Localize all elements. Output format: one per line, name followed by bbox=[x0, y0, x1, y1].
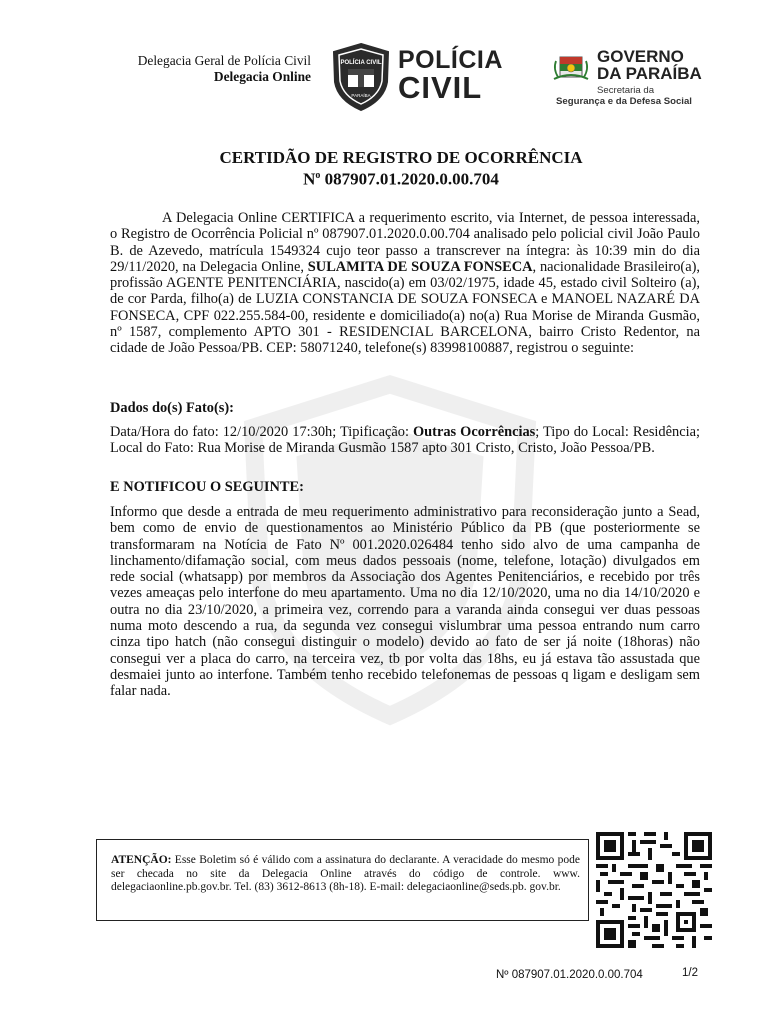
policia-civil-logo bbox=[398, 46, 503, 105]
certification-paragraph: A Delegacia Online CERTIFICA a requerimento escrito, via Internet, de pessoa interessada, o Registro de Ocorrência Policial nº 087907.01.2020.0.00.704 analisado pelo policial civil João Paulo B. de Azevedo, matrícula 1549324 cujo teor passo a transcrever na íntegra: às 10:39 min do dia 29/11/2020, na Delegacia Online, SULAMITA DE SOUZA FONSECA, nacionalidade Brasileiro(a), profissão AGENTE PENITENCIÁRIA, nascido(a) em 03/02/1975, idade 45, estado civil Solteiro (a), de cor Parda, filho(a) de LUZIA CONSTANCIA DE SOUZA FONSECA e MANOEL NAZARÉ DA FONSECA, CPF 022.255.584-00, residente e domiciliado(a) no(a) Rua Morise de Miranda Gusmão, nº 1587, complemento APTO 301 - RESIDENCIAL BARCELONA, bairro Cristo Redentor, na cidade de João Pessoa/PB. CEP: 58071240, telefone(s) 83998100887, registrou o seguinte: bbox=[110, 210, 700, 357]
governo-paraiba-logo bbox=[597, 48, 702, 82]
facts-paragraph: Data/Hora do fato: 12/10/2020 17:30h; Tipificação: Outras Ocorrências; Tipo do Local: Residência; Local do Fato: Rua Morise de Miranda Gusmão 1587 apto 301 Cristo, Cristo, João Pessoa/PB. bbox=[110, 424, 700, 457]
notified-heading: E NOTIFICOU O SEGUINTE: bbox=[110, 479, 304, 495]
gov-line-2: DA PARAÍBA bbox=[597, 64, 702, 83]
attention-label: ATENÇÃO: bbox=[111, 854, 172, 866]
org-line-2: Delegacia Online bbox=[213, 69, 311, 84]
gov-secretariat bbox=[556, 85, 692, 107]
document-number-line: $N^o$ 087907.01.2020.0.00.704 bbox=[303, 169, 499, 189]
logo-line-1: POLÍCIA bbox=[398, 46, 503, 74]
attention-notice-box bbox=[96, 839, 589, 921]
document-title-block bbox=[96, 149, 706, 189]
logo-line-2: CIVIL bbox=[398, 70, 483, 105]
header-organization bbox=[96, 53, 311, 85]
person-name: SULAMITA DE SOUZA FONSECA bbox=[307, 258, 533, 275]
facts-heading: Dados do(s) Fato(s): bbox=[110, 400, 234, 416]
police-shield-badge-icon bbox=[330, 42, 392, 112]
svg-text:PARAÍBA: PARAÍBA bbox=[351, 93, 371, 98]
gov-line-1: GOVERNO bbox=[597, 47, 684, 66]
gov-sub-1: Secretaria da bbox=[597, 85, 655, 96]
notified-paragraph: Informo que desde a entrada de meu requerimento administrativo para reconsideração junto a Sead, bem como de envio de questionamentos ao Ministério Público da PB (que posteriormente se transformaram na Notícia de Fato Nº 001.2020.026484 tenho sido alvo de uma campanha de linchamento/difamação social, com meus dados pessoais (nome, telefone, lotação) divulgados em rede social (whatsapp) por membros da Associação dos Agentes Penitenciários, e recebido por três vezes ameaças pelo interfone do meu apartamento. Uma no dia 12/10/2020, uma no dia 14/10/2020 e outra no dia 23/10/2020, a primeira vez, correndo para a varanda ainda consegui ver duas pessoas numa moto descendo a rua, da segunda vez consegui vislumbrar uma pessoa entrando num carro cinza tipo hatch (não consegui distinguir o modelo) devido ao fato de ser já noite (18horas) não consegui ver a placa do carro, na terceira vez, tb por volta das 18hs, eu já estava tão assustada que desmaiei junto ao interfone. Também tenho recebido telefonemas de pessoas q ligam e desligam sem falar nada. bbox=[110, 504, 700, 700]
paraiba-coat-of-arms-icon bbox=[552, 53, 590, 83]
gov-sub-2: Segurança e da Defesa Social bbox=[556, 96, 692, 107]
facts-type: Outras Ocorrências bbox=[412, 424, 536, 440]
qr-code-icon bbox=[596, 832, 712, 948]
page-number: 1/2 bbox=[682, 967, 698, 979]
attention-text: Esse Boletim só é válido com a assinatura do declarante. A veracidade do mesmo pode ser checada no site da Delegacia Online através do código de controle. www. delegaciaonline.pb.gov.br. Tel. (83) 3612-8613 (8h-18). E-mail: delegaciaonline@seds.pb. gov.br. bbox=[111, 854, 580, 893]
org-line-1: Delegacia Geral de Polícia Civil bbox=[137, 53, 311, 68]
document-number: 087907.01.2020.0.00.704 bbox=[324, 169, 499, 189]
footer-document-number: Nº 087907.01.2020.0.00.704 bbox=[496, 969, 643, 981]
document-title: CERTIDÃO DE REGISTRO DE OCORRÊNCIA bbox=[219, 148, 583, 167]
svg-text:POLÍCIA CIVIL: POLÍCIA CIVIL bbox=[340, 60, 382, 66]
